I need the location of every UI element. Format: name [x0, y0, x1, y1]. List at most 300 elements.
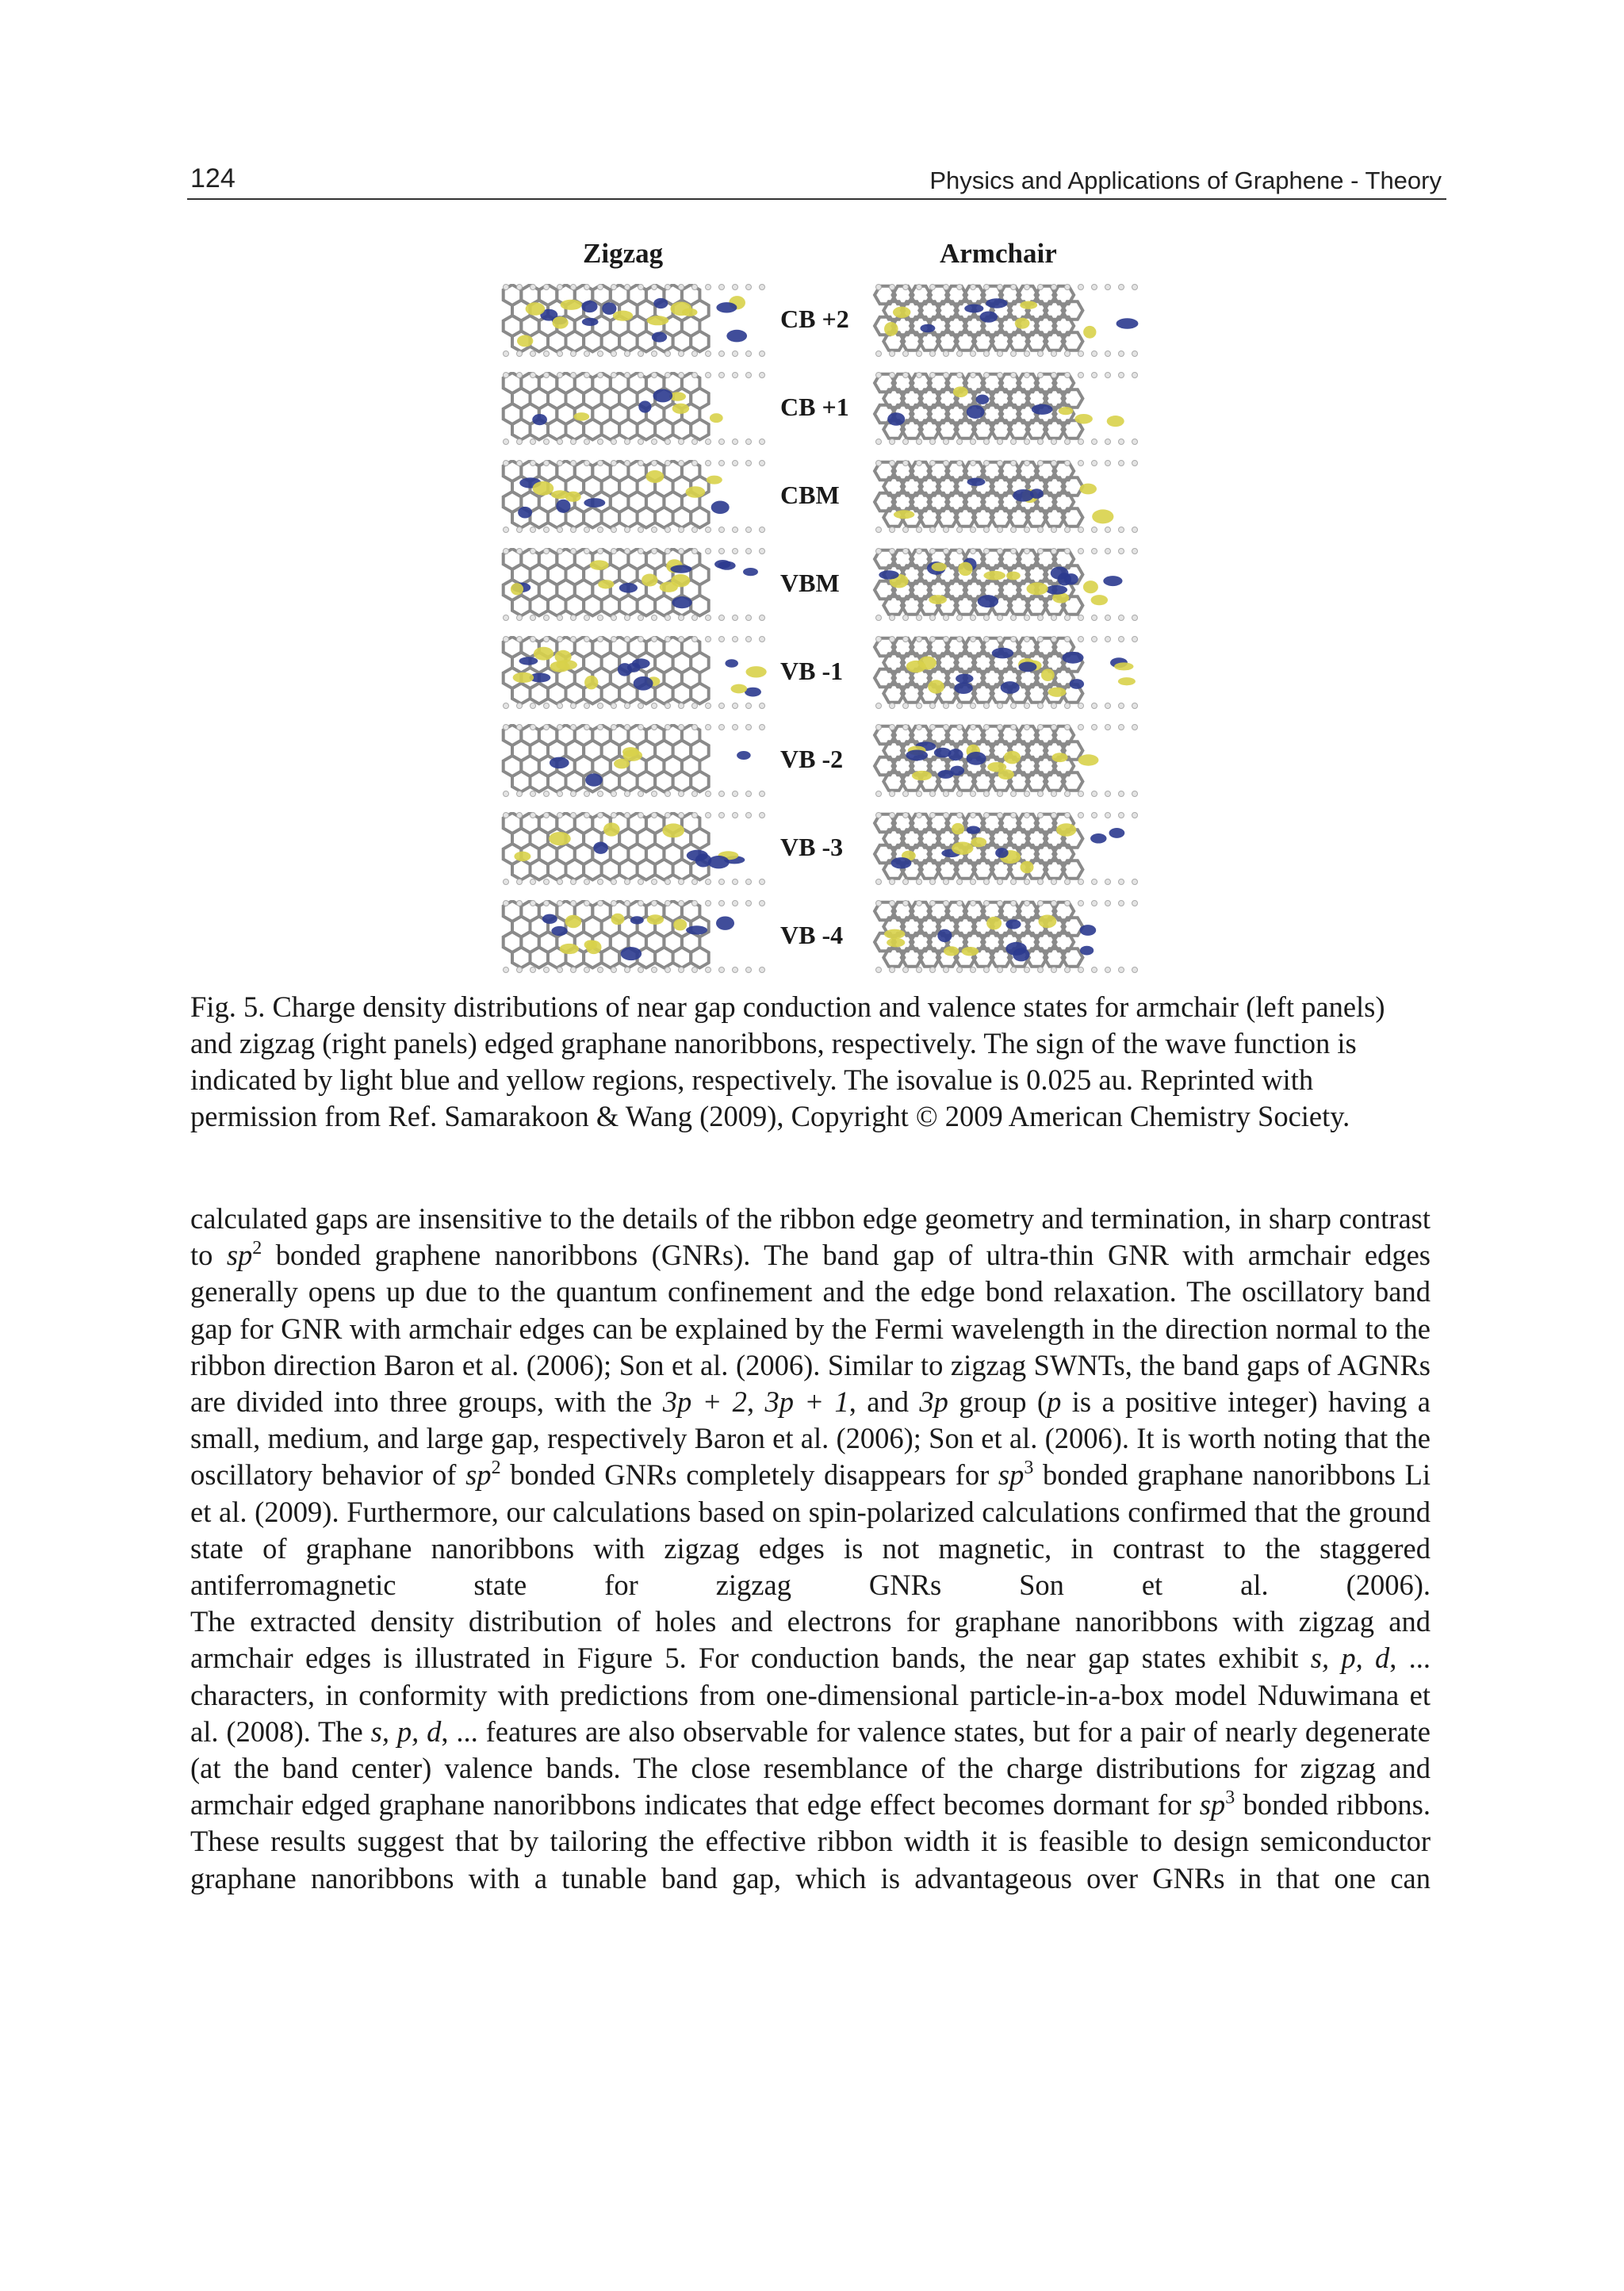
- charge-lobe: [584, 676, 598, 690]
- hydrogen-atom: [971, 703, 976, 709]
- charge-lobe: [647, 316, 669, 325]
- charge-lobe: [670, 301, 691, 316]
- hydrogen-atom: [706, 703, 711, 709]
- hydrogen-atom: [665, 703, 671, 709]
- hydrogen-atom: [706, 637, 711, 642]
- hydrogen-atom: [1011, 439, 1017, 445]
- hydrogen-atom: [706, 725, 711, 730]
- charge-lobe: [976, 395, 990, 404]
- hydrogen-atom: [544, 527, 550, 533]
- hydrogen-atom: [571, 527, 576, 533]
- hydrogen-atom: [584, 901, 590, 906]
- hydrogen-atom: [984, 527, 990, 533]
- hydrogen-atom: [679, 879, 684, 885]
- hydrogen-atom: [1051, 285, 1057, 290]
- hydrogen-atom: [598, 879, 603, 885]
- carbon-ring: [584, 596, 602, 616]
- hydrogen-atom: [1119, 967, 1124, 973]
- charge-lobe: [1020, 301, 1037, 308]
- hydrogen-atom: [638, 351, 644, 357]
- hydrogen-atom: [1065, 549, 1071, 554]
- hydrogen-atom: [1011, 351, 1017, 357]
- hydrogen-atom: [746, 725, 752, 730]
- row-label: VB -2: [780, 745, 844, 773]
- hydrogen-atom: [930, 351, 936, 357]
- hydrogen-atom: [1119, 461, 1124, 466]
- carbon-ring: [691, 331, 709, 352]
- hydrogen-atom: [504, 703, 509, 709]
- hydrogen-atom: [1105, 703, 1111, 709]
- charge-lobe: [906, 749, 928, 760]
- hydrogen-atom: [544, 967, 550, 973]
- carbon-ring: [566, 420, 584, 440]
- carbon-ring: [619, 508, 638, 528]
- hydrogen-atom: [544, 791, 550, 797]
- hydrogen-atom: [971, 549, 976, 554]
- charge-lobe: [1090, 833, 1106, 844]
- charge-lobe: [1114, 662, 1133, 670]
- hydrogen-atom: [665, 813, 671, 818]
- hydrogen-atom: [598, 725, 603, 730]
- charge-lobe: [653, 298, 668, 308]
- hydrogen-atom: [638, 791, 644, 797]
- hydrogen-atom: [1105, 813, 1111, 818]
- hydrogen-atom: [903, 901, 909, 906]
- hydrogen-atom: [733, 813, 738, 818]
- hydrogen-atom: [971, 879, 976, 885]
- hydrogen-atom: [917, 791, 922, 797]
- carbon-ring: [691, 420, 709, 440]
- hydrogen-atom: [1078, 967, 1084, 973]
- hydrogen-atom: [917, 351, 922, 357]
- hydrogen-atom: [971, 373, 976, 378]
- hydrogen-atom: [957, 351, 963, 357]
- charge-lobe: [542, 914, 557, 924]
- hydrogen-atom: [1038, 901, 1044, 906]
- hydrogen-atom: [544, 461, 550, 466]
- hydrogen-atom: [1038, 879, 1044, 885]
- charge-lobe: [948, 749, 963, 760]
- hydrogen-atom: [1078, 439, 1084, 445]
- hydrogen-atom: [1119, 901, 1124, 906]
- charge-lobe: [710, 413, 723, 423]
- hydrogen-atom: [1038, 351, 1044, 357]
- hydrogen-atom: [944, 813, 949, 818]
- hydrogen-atom: [733, 637, 738, 642]
- hydrogen-atom: [544, 901, 550, 906]
- hydrogen-atom: [876, 637, 882, 642]
- hydrogen-atom: [917, 615, 922, 621]
- charge-lobe: [1080, 946, 1094, 956]
- charge-lobe: [906, 661, 926, 672]
- hydrogen-atom: [903, 527, 909, 533]
- hydrogen-atom: [611, 527, 617, 533]
- hydrogen-atom: [1065, 967, 1071, 973]
- hydrogen-atom: [944, 439, 949, 445]
- hydrogen-atom: [1092, 813, 1097, 818]
- hydrogen-atom: [746, 813, 752, 818]
- carbon-ring: [530, 596, 549, 616]
- charge-lobe: [638, 400, 651, 412]
- hydrogen-atom: [971, 351, 976, 357]
- hydrogen-atom: [517, 725, 523, 730]
- carbon-ring: [512, 860, 530, 880]
- carbon-ring: [638, 596, 656, 616]
- hydrogen-atom: [1038, 285, 1044, 290]
- charge-lobe: [707, 476, 722, 485]
- charge-lobe: [619, 583, 638, 593]
- carbon-ring: [655, 948, 673, 968]
- hydrogen-atom: [517, 527, 523, 533]
- hydrogen-atom: [652, 549, 657, 554]
- hydrogen-atom: [1078, 637, 1084, 642]
- carbon-ring: [673, 508, 691, 528]
- hydrogen-atom: [1119, 285, 1124, 290]
- hydrogen-atom: [1119, 637, 1124, 642]
- charge-lobe: [573, 412, 589, 421]
- hydrogen-atom: [517, 967, 523, 973]
- hydrogen-atom: [1051, 549, 1057, 554]
- hydrogen-atom: [652, 637, 657, 642]
- charge-lobe: [1020, 861, 1033, 874]
- hydrogen-atom: [1051, 879, 1057, 885]
- hydrogen-atom: [692, 615, 698, 621]
- charge-lobe: [716, 916, 734, 929]
- hydrogen-atom: [903, 549, 909, 554]
- hydrogen-atom: [1025, 813, 1030, 818]
- hydrogen-atom: [1011, 879, 1017, 885]
- hydrogen-atom: [890, 285, 895, 290]
- hydrogen-atom: [1038, 725, 1044, 730]
- hydrogen-atom: [544, 725, 550, 730]
- hydrogen-atom: [638, 549, 644, 554]
- armchair-panel: [872, 900, 1145, 973]
- hydrogen-atom: [971, 615, 976, 621]
- hydrogen-atom: [1132, 439, 1138, 445]
- hydrogen-atom: [517, 879, 523, 885]
- hydrogen-atom: [638, 725, 644, 730]
- carbon-ring: [619, 331, 638, 352]
- carbon-ring: [602, 772, 620, 792]
- hydrogen-atom: [1078, 725, 1084, 730]
- hydrogen-atom: [504, 967, 509, 973]
- hydrogen-atom: [1038, 967, 1044, 973]
- hydrogen-atom: [1025, 901, 1030, 906]
- hydrogen-atom: [1105, 967, 1111, 973]
- charge-lobe: [662, 823, 684, 837]
- hydrogen-atom: [652, 791, 657, 797]
- charge-lobe: [652, 332, 667, 343]
- hydrogen-atom: [504, 527, 509, 533]
- hydrogen-atom: [903, 373, 909, 378]
- hydrogen-atom: [719, 725, 725, 730]
- hydrogen-atom: [917, 703, 922, 709]
- hydrogen-atom: [930, 901, 936, 906]
- hydrogen-atom: [598, 527, 603, 533]
- charge-lobe: [954, 683, 972, 694]
- hydrogen-atom: [625, 703, 630, 709]
- hydrogen-atom: [876, 373, 882, 378]
- hydrogen-atom: [584, 637, 590, 642]
- hydrogen-atom: [652, 615, 657, 621]
- charge-lobe: [686, 486, 706, 498]
- hydrogen-atom: [504, 351, 509, 357]
- hydrogen-atom: [679, 813, 684, 818]
- charge-lobe: [937, 929, 952, 942]
- hydrogen-atom: [1038, 703, 1044, 709]
- hydrogen-atom: [760, 637, 765, 642]
- hydrogen-atom: [1025, 615, 1030, 621]
- hydrogen-atom: [760, 373, 765, 378]
- hydrogen-atom: [760, 725, 765, 730]
- charge-lobe: [672, 404, 689, 414]
- hydrogen-atom: [706, 373, 711, 378]
- hydrogen-atom: [679, 967, 684, 973]
- hydrogen-atom: [876, 285, 882, 290]
- hydrogen-atom: [719, 527, 725, 533]
- hydrogen-atom: [625, 439, 630, 445]
- hydrogen-atom: [504, 637, 509, 642]
- hydrogen-atom: [1105, 549, 1111, 554]
- hydrogen-atom: [917, 527, 922, 533]
- page-number: 124: [190, 163, 236, 193]
- hydrogen-atom: [733, 703, 738, 709]
- charge-lobe: [1006, 572, 1021, 580]
- hydrogen-atom: [760, 901, 765, 906]
- hydrogen-atom: [504, 285, 509, 290]
- hydrogen-atom: [652, 285, 657, 290]
- hydrogen-atom: [706, 813, 711, 818]
- hydrogen-atom: [598, 351, 603, 357]
- hydrogen-atom: [719, 549, 725, 554]
- carbon-ring: [602, 860, 620, 880]
- hydrogen-atom: [1105, 285, 1111, 290]
- hydrogen-atom: [917, 901, 922, 906]
- hydrogen-atom: [1092, 791, 1097, 797]
- hydrogen-atom: [1038, 549, 1044, 554]
- hydrogen-atom: [930, 791, 936, 797]
- carbon-ring: [619, 772, 638, 792]
- hydrogen-atom: [1051, 351, 1057, 357]
- hydrogen-atom: [1038, 439, 1044, 445]
- hydrogen-atom: [930, 703, 936, 709]
- hydrogen-atom: [998, 527, 1003, 533]
- hydrogen-atom: [746, 439, 752, 445]
- charge-lobe: [565, 915, 581, 928]
- hydrogen-atom: [504, 373, 509, 378]
- hydrogen-atom: [1105, 725, 1111, 730]
- charge-lobe: [518, 507, 532, 519]
- charge-lobe: [725, 659, 738, 667]
- charge-lobe: [1030, 488, 1044, 499]
- column-heading-armchair: Armchair: [940, 238, 1057, 269]
- carbon-ring: [548, 684, 566, 704]
- hydrogen-atom: [557, 615, 563, 621]
- hydrogen-atom: [1092, 527, 1097, 533]
- carbon-ring: [548, 596, 566, 616]
- hydrogen-atom: [1011, 725, 1017, 730]
- hydrogen-atom: [706, 901, 711, 906]
- charge-lobe: [1005, 942, 1027, 956]
- page-header: [187, 162, 1446, 200]
- charge-lobe: [1046, 585, 1067, 595]
- hydrogen-atom: [530, 901, 536, 906]
- hydrogen-atom: [1065, 813, 1071, 818]
- hydrogen-atom: [665, 549, 671, 554]
- hydrogen-atom: [957, 967, 963, 973]
- charge-lobe: [928, 680, 944, 693]
- hydrogen-atom: [890, 373, 895, 378]
- hydrogen-atom: [517, 351, 523, 357]
- hydrogen-atom: [584, 615, 590, 621]
- hydrogen-atom: [544, 703, 550, 709]
- hydrogen-atom: [652, 439, 657, 445]
- hydrogen-atom: [504, 725, 509, 730]
- charge-lobe: [513, 672, 534, 683]
- charge-lobe: [660, 582, 678, 592]
- hydrogen-atom: [530, 461, 536, 466]
- hydrogen-atom: [971, 725, 976, 730]
- hydrogen-atom: [971, 967, 976, 973]
- armchair-panel: [872, 548, 1145, 621]
- charge-lobe: [746, 666, 767, 677]
- charge-lobe: [1078, 754, 1099, 765]
- hydrogen-atom: [719, 461, 725, 466]
- carbon-ring: [673, 420, 691, 440]
- hydrogen-atom: [665, 879, 671, 885]
- hydrogen-atom: [890, 527, 895, 533]
- hydrogen-atom: [1119, 373, 1124, 378]
- hydrogen-atom: [1092, 439, 1097, 445]
- hydrogen-atom: [876, 725, 882, 730]
- hydrogen-atom: [890, 791, 895, 797]
- hydrogen-atom: [1051, 439, 1057, 445]
- hydrogen-atom: [930, 637, 936, 642]
- hydrogen-atom: [1065, 637, 1071, 642]
- hydrogen-atom: [1051, 461, 1057, 466]
- hydrogen-atom: [692, 813, 698, 818]
- hydrogen-atom: [638, 527, 644, 533]
- hydrogen-atom: [760, 461, 765, 466]
- hydrogen-atom: [930, 285, 936, 290]
- hydrogen-atom: [571, 813, 576, 818]
- hydrogen-atom: [719, 373, 725, 378]
- hydrogen-atom: [1132, 615, 1138, 621]
- charge-lobe: [1103, 576, 1122, 586]
- hydrogen-atom: [571, 351, 576, 357]
- hydrogen-atom: [903, 615, 909, 621]
- hydrogen-atom: [679, 439, 684, 445]
- hydrogen-atom: [625, 791, 630, 797]
- carbon-ring: [548, 420, 566, 440]
- charge-lobe: [967, 478, 986, 486]
- hydrogen-atom: [1051, 813, 1057, 818]
- hydrogen-atom: [706, 615, 711, 621]
- charge-lobe: [1041, 669, 1055, 681]
- charge-lobe: [952, 823, 964, 834]
- hydrogen-atom: [971, 527, 976, 533]
- hydrogen-atom: [876, 879, 882, 885]
- hydrogen-atom: [930, 967, 936, 973]
- hydrogen-atom: [584, 373, 590, 378]
- charge-lobe: [1059, 407, 1074, 415]
- hydrogen-atom: [760, 813, 765, 818]
- row-label: CBM: [780, 481, 840, 509]
- hydrogen-atom: [733, 967, 738, 973]
- hydrogen-atom: [903, 879, 909, 885]
- charge-lobe: [590, 560, 609, 569]
- hydrogen-atom: [1105, 615, 1111, 621]
- hydrogen-atom: [971, 901, 976, 906]
- hydrogen-atom: [692, 549, 698, 554]
- hydrogen-atom: [706, 461, 711, 466]
- charge-lobe: [611, 914, 625, 925]
- carbon-ring: [602, 331, 620, 352]
- charge-lobe: [686, 925, 707, 934]
- hydrogen-atom: [584, 549, 590, 554]
- carbon-ring: [530, 860, 549, 880]
- hydrogen-atom: [1078, 879, 1084, 885]
- hydrogen-atom: [544, 637, 550, 642]
- hydrogen-atom: [890, 549, 895, 554]
- hydrogen-atom: [944, 373, 949, 378]
- hydrogen-atom: [625, 615, 630, 621]
- hydrogen-atom: [611, 813, 617, 818]
- hydrogen-atom: [1065, 901, 1071, 906]
- hydrogen-atom: [598, 703, 603, 709]
- carbon-ring: [638, 860, 656, 880]
- hydrogen-atom: [557, 527, 563, 533]
- hydrogen-atom: [530, 637, 536, 642]
- carbon-ring: [673, 772, 691, 792]
- hydrogen-atom: [1092, 615, 1097, 621]
- hydrogen-atom: [557, 373, 563, 378]
- hydrogen-atom: [598, 439, 603, 445]
- hydrogen-atom: [1105, 527, 1111, 533]
- hydrogen-atom: [733, 461, 738, 466]
- hydrogen-atom: [638, 439, 644, 445]
- hydrogen-atom: [719, 791, 725, 797]
- hydrogen-atom: [571, 549, 576, 554]
- hydrogen-atom: [719, 615, 725, 621]
- hydrogen-atom: [1119, 725, 1124, 730]
- hydrogen-atom: [1025, 637, 1030, 642]
- hydrogen-atom: [1078, 549, 1084, 554]
- charge-lobe: [1051, 567, 1069, 580]
- hydrogen-atom: [598, 373, 603, 378]
- hydrogen-atom: [692, 285, 698, 290]
- charge-lobe: [1056, 823, 1076, 837]
- hydrogen-atom: [1092, 351, 1097, 357]
- hydrogen-atom: [665, 373, 671, 378]
- charge-lobe: [938, 770, 954, 779]
- charge-lobe: [995, 848, 1009, 858]
- hydrogen-atom: [733, 285, 738, 290]
- charge-lobe: [552, 316, 568, 329]
- hydrogen-atom: [733, 439, 738, 445]
- carbon-ring: [548, 860, 566, 880]
- hydrogen-atom: [957, 615, 963, 621]
- hydrogen-atom: [876, 351, 882, 357]
- hydrogen-atom: [1065, 527, 1071, 533]
- charge-lobe: [556, 500, 570, 513]
- hydrogen-atom: [971, 285, 976, 290]
- charge-lobe: [964, 305, 983, 313]
- hydrogen-atom: [998, 461, 1003, 466]
- hydrogen-atom: [1119, 879, 1124, 885]
- carbon-ring: [691, 684, 709, 704]
- charge-lobe: [1074, 414, 1093, 424]
